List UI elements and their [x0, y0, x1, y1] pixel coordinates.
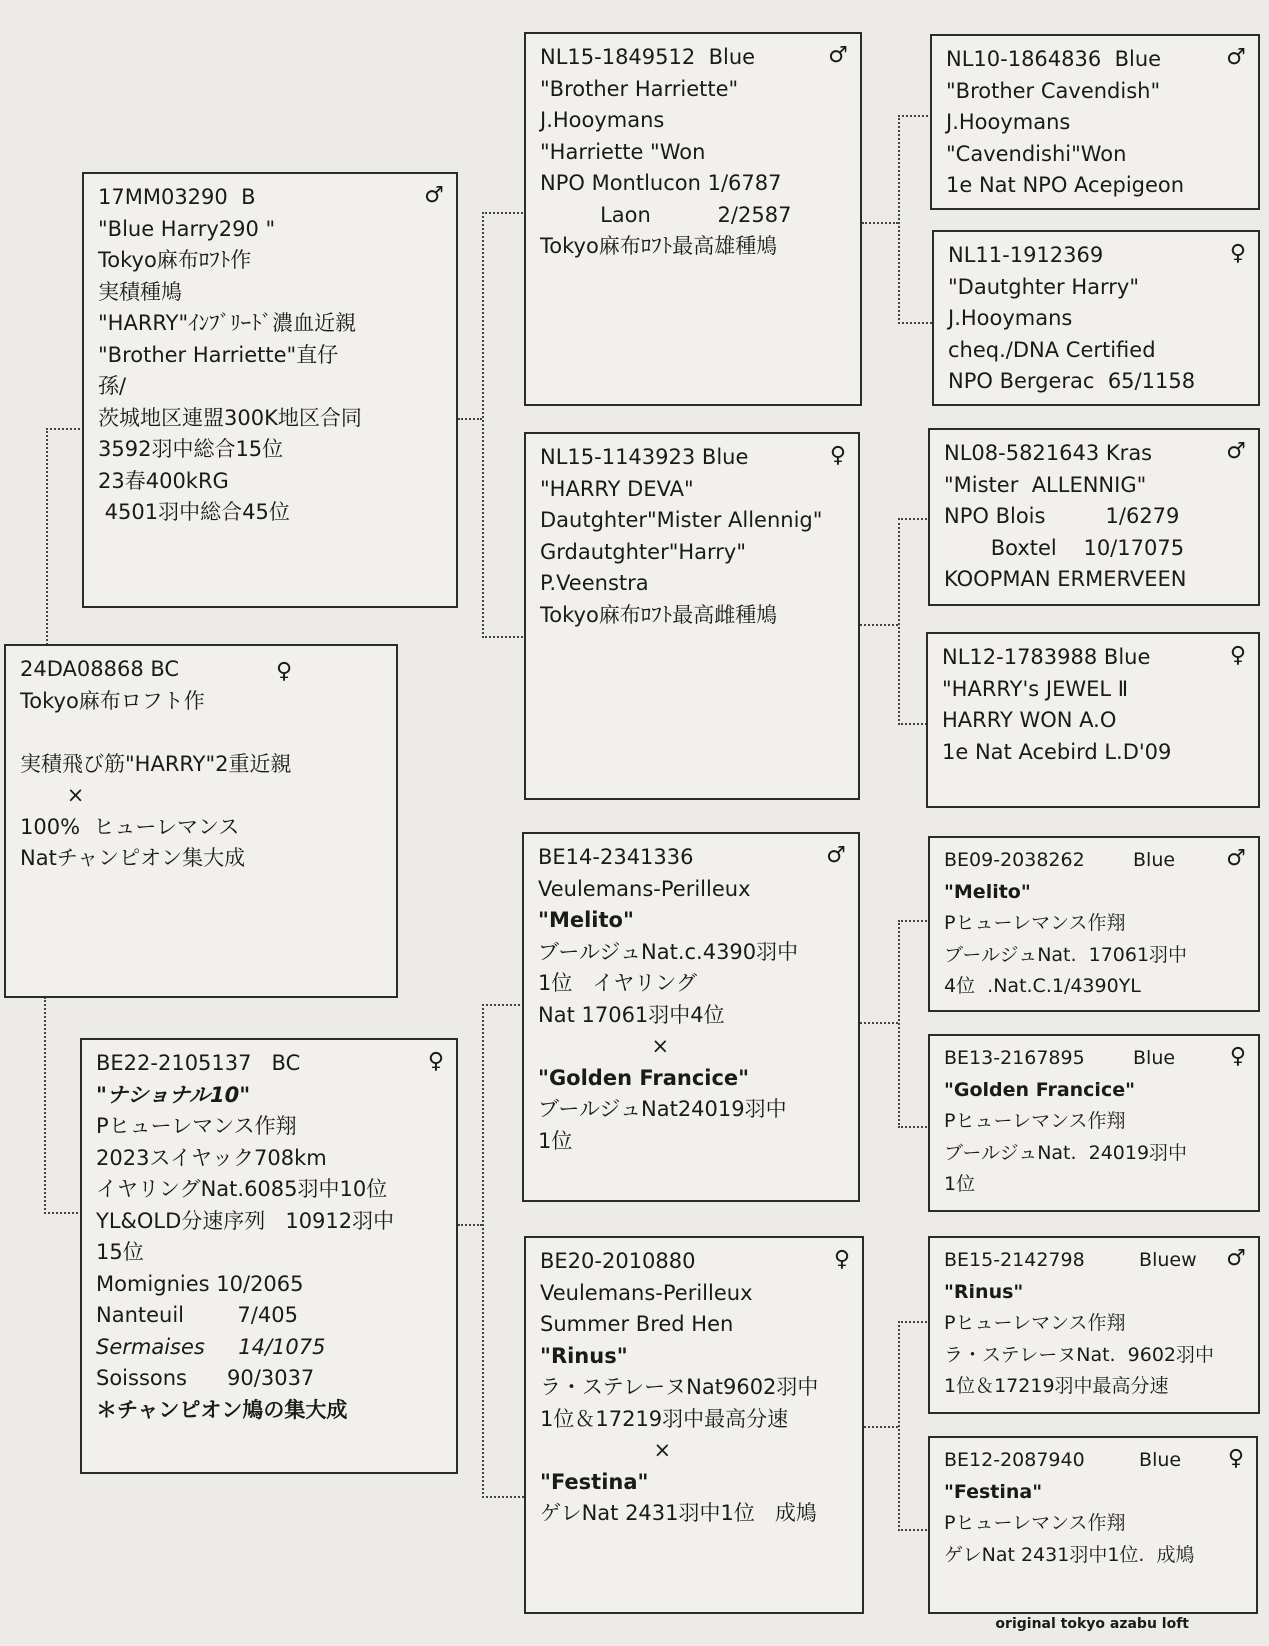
- pedigree-box-sire: 17MM03290 B ♂ "Blue Harry290 " Tokyo麻布ﾛﾌﾄ作 実積種鳩 "HARRY"ｲﾝﾌﾞﾘｰﾄﾞ濃血近親 "Brother Harriette"直仔 孫/ 茨城地区連盟300K地区合同 3592羽中総合15位 23春400kRG 4501羽中総合45位: [82, 172, 458, 608]
- female-symbol-icon: ♀: [1229, 241, 1246, 266]
- ring-number: NL10-1864836 Blue: [946, 47, 1162, 71]
- male-symbol-icon: ♂: [1226, 846, 1246, 871]
- connector: [860, 1022, 898, 1024]
- pedigree-box-sire-sire: NL15-1849512 Blue ♂ "Brother Harriette" J.Hooymans "Harriette "Won NPO Montlucon 1/6787 Laon 2/2587 Tokyo麻布ﾛﾌﾄ最高雄種鳩: [524, 32, 862, 406]
- ring-number: BE20-2010880: [540, 1249, 696, 1273]
- female-symbol-icon: ♀: [833, 1247, 850, 1272]
- pedigree-box-ds-sire: BE09-2038262 Blue ♂ "Melito" Pヒューレマンス作翔 ブールジュNat. 17061羽中 4位 .Nat.C.1/4390YL: [928, 836, 1260, 1012]
- ring-number: NL08-5821643 Kras: [944, 441, 1153, 465]
- pedigree-box-sd-sire: NL08-5821643 Kras ♂ "Mister ALLENNIG" NPO Blois 1/6279 Boxtel 10/17075 KOOPMAN ERMERVEEN: [928, 428, 1260, 606]
- pedigree-box-ss-sire: NL10-1864836 Blue ♂ "Brother Cavendish" J.Hooymans "Cavendishi"Won 1e Nat NPO Acepigeon: [930, 34, 1260, 210]
- connector: [46, 428, 84, 645]
- male-symbol-icon: ♂: [826, 843, 846, 868]
- pedigree-box-sire-dam: NL15-1143923 Blue ♀ "HARRY DEVA" Dautghter"Mister Allennig" Grdautghter"Harry" P.Veenstra Tokyo麻布ﾛﾌﾄ最高雌種鳩: [524, 432, 860, 800]
- connector: [864, 1426, 898, 1428]
- pedigree-box-dam-dam: BE20-2010880 ♀ Veulemans-Perilleux Summer Bred Hen "Rinus" ラ・ステレーヌNat9602羽中 1位＆17219羽中最高分速 × "Festina" ゲレNat 2431羽中1位 成鳩: [524, 1236, 864, 1614]
- pedigree-box-dd-sire: BE15-2142798 Bluew ♂ "Rinus" Pヒューレマンス作翔 ラ・ステレーヌNat. 9602羽中 1位＆17219羽中最高分速: [928, 1236, 1260, 1414]
- male-symbol-icon: ♂: [1226, 45, 1246, 70]
- ring-number: BE13-2167895 Blue: [944, 1047, 1176, 1069]
- connector: [482, 1004, 524, 1498]
- ring-number: NL11-1912369: [948, 243, 1104, 267]
- ring-number: BE14-2341336: [538, 845, 694, 869]
- ring-number: BE09-2038262 Blue: [944, 849, 1176, 871]
- pedigree-box-ss-dam: NL11-1912369 ♀ "Dautghter Harry" J.Hooymans cheq./DNA Certified NPO Bergerac 65/1158: [932, 230, 1260, 406]
- ring-number: 24DA08868 BC: [20, 657, 180, 681]
- pedigree-box-sd-dam: NL12-1783988 Blue ♀ "HARRY's JEWEL Ⅱ HARRY WON A.O 1e Nat Acebird L.D'09: [926, 632, 1260, 808]
- pedigree-box-subject: 24DA08868 BC ♀ Tokyo麻布ロフト作 実積飛び筋"HARRY"2重近親 × 100% ヒューレマンス Natチャンピオン集大成: [4, 644, 398, 998]
- connector: [898, 115, 932, 324]
- ring-number: NL15-1143923 Blue: [540, 445, 749, 469]
- connector: [898, 920, 930, 1128]
- connector: [44, 997, 82, 1214]
- female-symbol-icon: ♀: [1229, 1044, 1246, 1069]
- pedigree-box-dam-sire: BE14-2341336 ♂ Veulemans-Perilleux "Melito" ブールジュNat.c.4390羽中 1位 イヤリング Nat 17061羽中4位 × "Golden Francice" ブールジュNat24019羽中 1位: [522, 832, 860, 1202]
- footer-credit: original tokyo azabu loft: [995, 1616, 1189, 1632]
- connector: [482, 212, 526, 638]
- pedigree-box-dd-dam: BE12-2087940 Blue ♀ "Festina" Pヒューレマンス作翔 ゲレNat 2431羽中1位. 成鳩: [928, 1436, 1258, 1614]
- connector: [898, 1321, 930, 1531]
- pedigree-box-ds-dam: BE13-2167895 Blue ♀ "Golden Francice" Pヒューレマンス作翔 ブールジュNat. 24019羽中 1位: [928, 1034, 1260, 1212]
- connector: [860, 624, 898, 626]
- connector: [458, 418, 482, 420]
- ring-number: NL15-1849512 Blue: [540, 45, 756, 69]
- male-symbol-icon: ♂: [424, 183, 444, 208]
- female-symbol-icon: ♀: [276, 659, 293, 684]
- ring-number: BE15-2142798 Bluew: [944, 1249, 1197, 1271]
- connector: [458, 1224, 482, 1226]
- ring-number: BE12-2087940 Blue: [944, 1449, 1182, 1471]
- ring-number: 17MM03290 B: [98, 185, 256, 209]
- ring-number: BE22-2105137 BC: [96, 1051, 301, 1075]
- male-symbol-icon: ♂: [828, 43, 848, 68]
- female-symbol-icon: ♀: [1227, 1446, 1244, 1471]
- female-symbol-icon: ♀: [829, 443, 846, 468]
- male-symbol-icon: ♂: [1226, 439, 1246, 464]
- ring-number: NL12-1783988 Blue: [942, 645, 1151, 669]
- female-symbol-icon: ♀: [427, 1049, 444, 1074]
- connector: [862, 222, 898, 224]
- male-symbol-icon: ♂: [1226, 1246, 1246, 1271]
- pedigree-box-dam: BE22-2105137 BC ♀ "ナショナル10" Pヒューレマンス作翔 2023スイヤック708km イヤリングNat.6085羽中10位 YL&OLD分速序列 10912羽中 15位 Momignies 10/2065 Nanteuil 7/405 Sermaises 14/1075 Soissons 90/3037 ＊チャンピオン鳩の集大成: [80, 1038, 458, 1474]
- female-symbol-icon: ♀: [1229, 643, 1246, 668]
